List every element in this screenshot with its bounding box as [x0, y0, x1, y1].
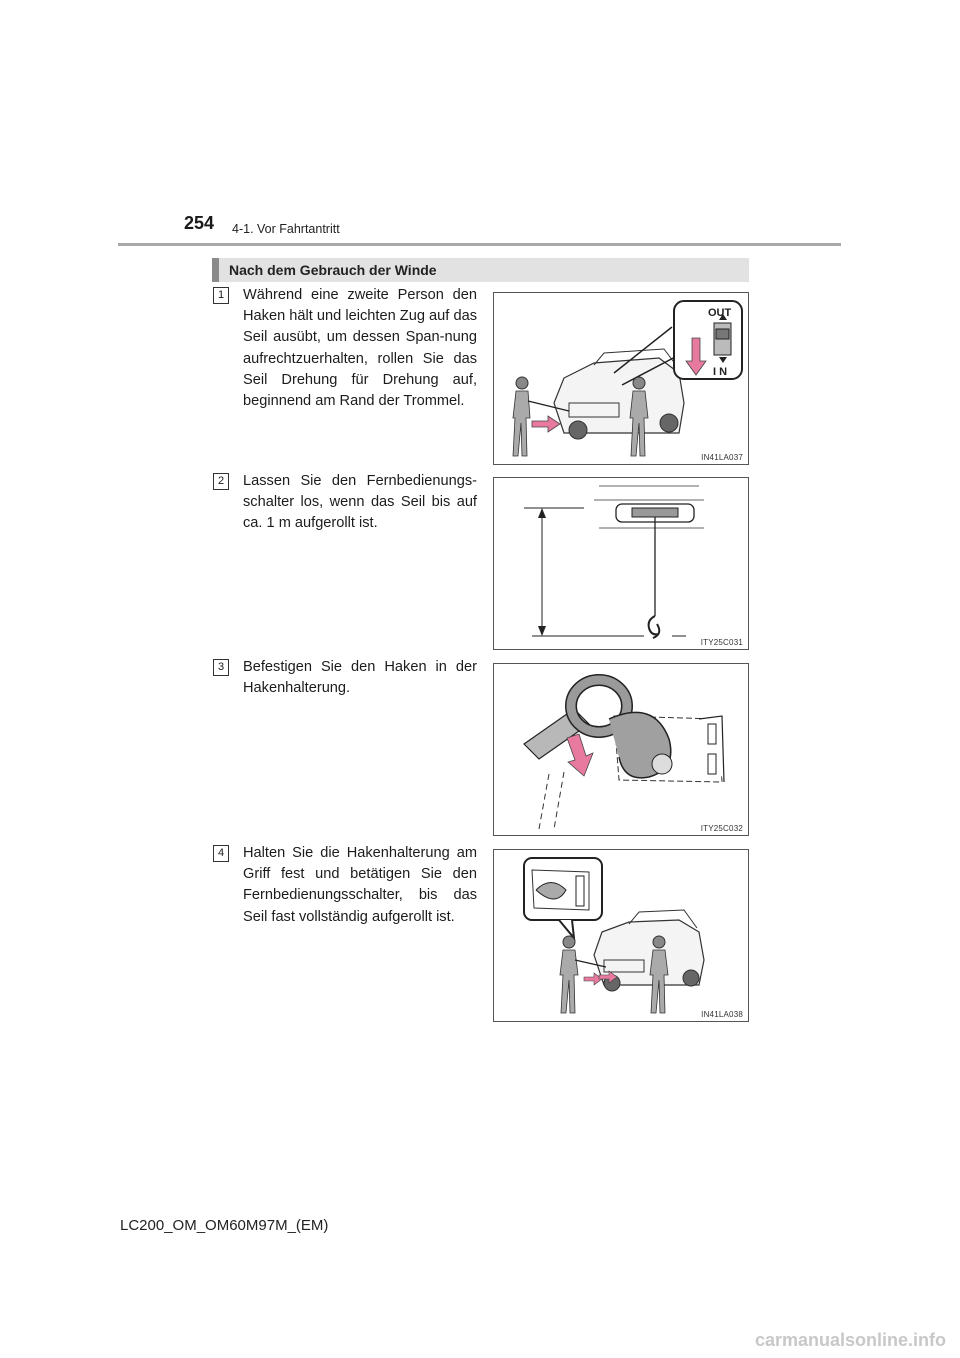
step-text-3: Befestigen Sie den Haken in der Hakenhalterung. [243, 659, 477, 697]
header-divider [118, 243, 841, 246]
hook-holder-illustration [494, 664, 748, 835]
section-heading [212, 258, 749, 282]
document-code: LC200_OM_OM60M97M_(EM) [120, 1217, 329, 1234]
arrow-down-icon [567, 734, 593, 776]
step-number-4: 4 [213, 845, 229, 862]
switch-out-label: OUT [708, 307, 732, 319]
step-text-1: Während eine zweite Person den Haken hält und leichten Zug auf das Seil ausübt, um dessen Span-nung aufrechtzuerhalten, rollen Sie das Seil Drehung für Drehung auf, beginnend am Rand der Trommel. [243, 287, 477, 410]
step-text-2: Lassen Sie den Fernbedienungs-schalter los, wenn das Seil bis auf ca. 1 m aufgerollt ist. [243, 473, 477, 532]
step-number-1: 1 [213, 287, 229, 304]
watermark: carmanualsonline.info [754, 1330, 946, 1350]
figure-code-4: IN41LA038 [701, 1010, 743, 1019]
switch-in-label: I N [713, 366, 728, 378]
figure-hook-holder [493, 663, 749, 836]
page-number: 254 [184, 213, 215, 233]
step-number-3: 3 [213, 659, 229, 676]
chapter-title: 4-1. Vor Fahrtantritt [232, 222, 340, 236]
figure-winding-cable [493, 292, 749, 465]
winding-illustration [494, 293, 748, 464]
figure-code-2: ITY25C031 [700, 638, 743, 647]
figure-cable-length [493, 477, 749, 650]
cable-length-illustration [494, 478, 748, 649]
figure-code-3: ITY25C032 [700, 824, 743, 833]
figure-final-winding [493, 849, 749, 1022]
step-number-2: 2 [213, 473, 229, 490]
arrow-right-icon [532, 416, 560, 432]
step-text-4: Halten Sie die Hakenhalterung am Griff fest und betätigen Sie den Fernbedienungsschalter, bis das Seil fast vollständig aufgerollt ist. [243, 845, 477, 925]
figure-code-1: IN41LA037 [701, 453, 743, 462]
final-winding-illustration [494, 850, 748, 1021]
section-title: Nach dem Gebrauch der Winde [229, 262, 437, 278]
